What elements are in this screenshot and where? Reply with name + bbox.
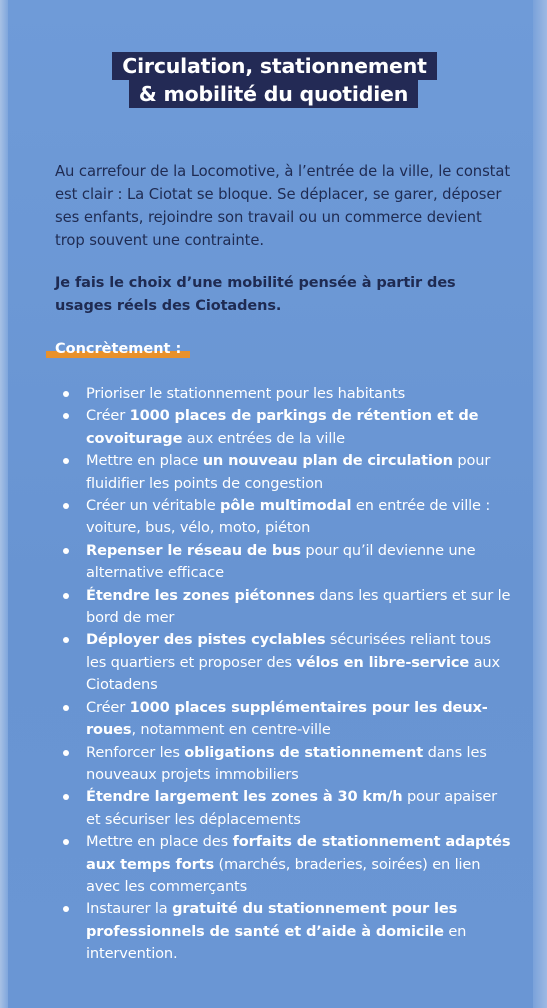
list-item-text: aux entrées de la ville bbox=[182, 429, 345, 447]
list-item bbox=[62, 383, 512, 405]
list-item-text: Créer bbox=[86, 698, 130, 716]
list-item-emphasis: 1000 places de parkings de rétention et de covoiturage bbox=[86, 407, 479, 447]
list-item-text: (marchés, braderies, soirées) en lien avec les commerçants bbox=[86, 855, 481, 895]
list-item-text: pour qu’il devienne une alternative efficace bbox=[86, 541, 476, 582]
list-item-emphasis: Étendre largement les zones à 30 km/h bbox=[86, 788, 403, 806]
page-edge-left bbox=[0, 0, 8, 1008]
list-item bbox=[62, 742, 512, 787]
list-item-text: sécurisées reliant tous les quartiers et proposer des bbox=[86, 631, 491, 671]
list-item bbox=[62, 831, 512, 898]
list-item-text: Instaurer la bbox=[86, 900, 173, 918]
list-item-emphasis: vélos en libre-service bbox=[296, 653, 470, 671]
list-item bbox=[62, 697, 512, 742]
list-item-emphasis: forfaits de stationnement adaptés aux temps forts bbox=[86, 833, 511, 873]
bullet-icon bbox=[63, 503, 69, 509]
list-item-text: dans les quartiers et sur le bord de mer bbox=[86, 586, 511, 627]
list-item bbox=[62, 629, 512, 696]
measures-list bbox=[62, 383, 512, 966]
list-item bbox=[62, 405, 512, 450]
list-item-text: pour apaiser et sécuriser les déplacements bbox=[86, 788, 498, 828]
bullet-icon bbox=[63, 593, 69, 599]
list-item-emphasis: Déployer des pistes cyclables bbox=[86, 631, 326, 649]
list-item-text: Renforcer les bbox=[86, 743, 185, 761]
list-item bbox=[62, 540, 512, 585]
title-line-2: & mobilité du quotidien bbox=[129, 80, 418, 108]
bullet-icon bbox=[63, 548, 69, 554]
list-item-text: pour fluidifier les points de congestion bbox=[86, 452, 491, 492]
bullet-icon bbox=[63, 906, 69, 912]
page-edge-right bbox=[533, 0, 547, 1008]
bullet-icon bbox=[63, 705, 69, 711]
list-item bbox=[62, 495, 512, 540]
list-item-emphasis: 1000 places supplémentaires pour les deux-roues bbox=[86, 698, 488, 739]
list-item-text: Mettre en place bbox=[86, 452, 203, 470]
list-item bbox=[62, 786, 512, 831]
list-item-emphasis: pôle multimodal bbox=[220, 497, 352, 515]
bullet-icon bbox=[63, 750, 69, 756]
bullet-icon bbox=[63, 794, 69, 800]
list-item-emphasis: Repenser le réseau de bus bbox=[86, 541, 301, 559]
title-line-1: Circulation, stationnement bbox=[112, 52, 437, 80]
bullet-icon bbox=[63, 391, 69, 397]
list-item-text: Prioriser le stationnement pour les habitants bbox=[86, 385, 406, 402]
list-item-text: , notamment en centre-ville bbox=[131, 721, 331, 739]
bullet-icon bbox=[63, 637, 69, 643]
bullet-icon bbox=[63, 458, 69, 464]
list-item bbox=[62, 898, 512, 965]
list-item-text: en entrée de ville : voiture, bus, vélo, moto, piéton bbox=[86, 497, 491, 537]
list-item-text: Créer un véritable bbox=[86, 497, 221, 515]
list-item-text: Mettre en place des bbox=[86, 833, 233, 851]
choice-statement: Je fais le choix d’une mobilité pensée à partir des usages réels des Ciotadens. bbox=[55, 275, 456, 314]
intro-paragraph: Au carrefour de la Locomotive, à l’entrée de la ville, le constat est clair : La Ciotat se bloque. Se déplacer, se garer, déposer ses enfants, rejoindre son travail ou un commerce devient trop souvent une contrainte. bbox=[55, 163, 511, 249]
list-item-emphasis: Étendre les zones piétonnes bbox=[86, 586, 315, 604]
bullet-icon bbox=[63, 839, 69, 845]
section-label-concretement: Concrètement : bbox=[46, 338, 190, 360]
bullet-icon bbox=[63, 413, 69, 419]
page-title bbox=[0, 52, 547, 108]
list-item-text: en intervention. bbox=[86, 922, 467, 963]
list-item-text: Créer bbox=[86, 407, 130, 425]
list-item bbox=[62, 585, 512, 630]
list-item-emphasis: gratuité du stationnement pour les professionnels de santé et d’aide à domicile bbox=[86, 900, 458, 940]
list-item-text: aux Ciotadens bbox=[86, 653, 500, 694]
list-item-text: dans les nouveaux projets immobiliers bbox=[86, 743, 487, 783]
list-item-emphasis: un nouveau plan de circulation bbox=[202, 452, 453, 470]
list-item-emphasis: obligations de stationnement bbox=[184, 743, 424, 761]
list-item bbox=[62, 450, 512, 495]
